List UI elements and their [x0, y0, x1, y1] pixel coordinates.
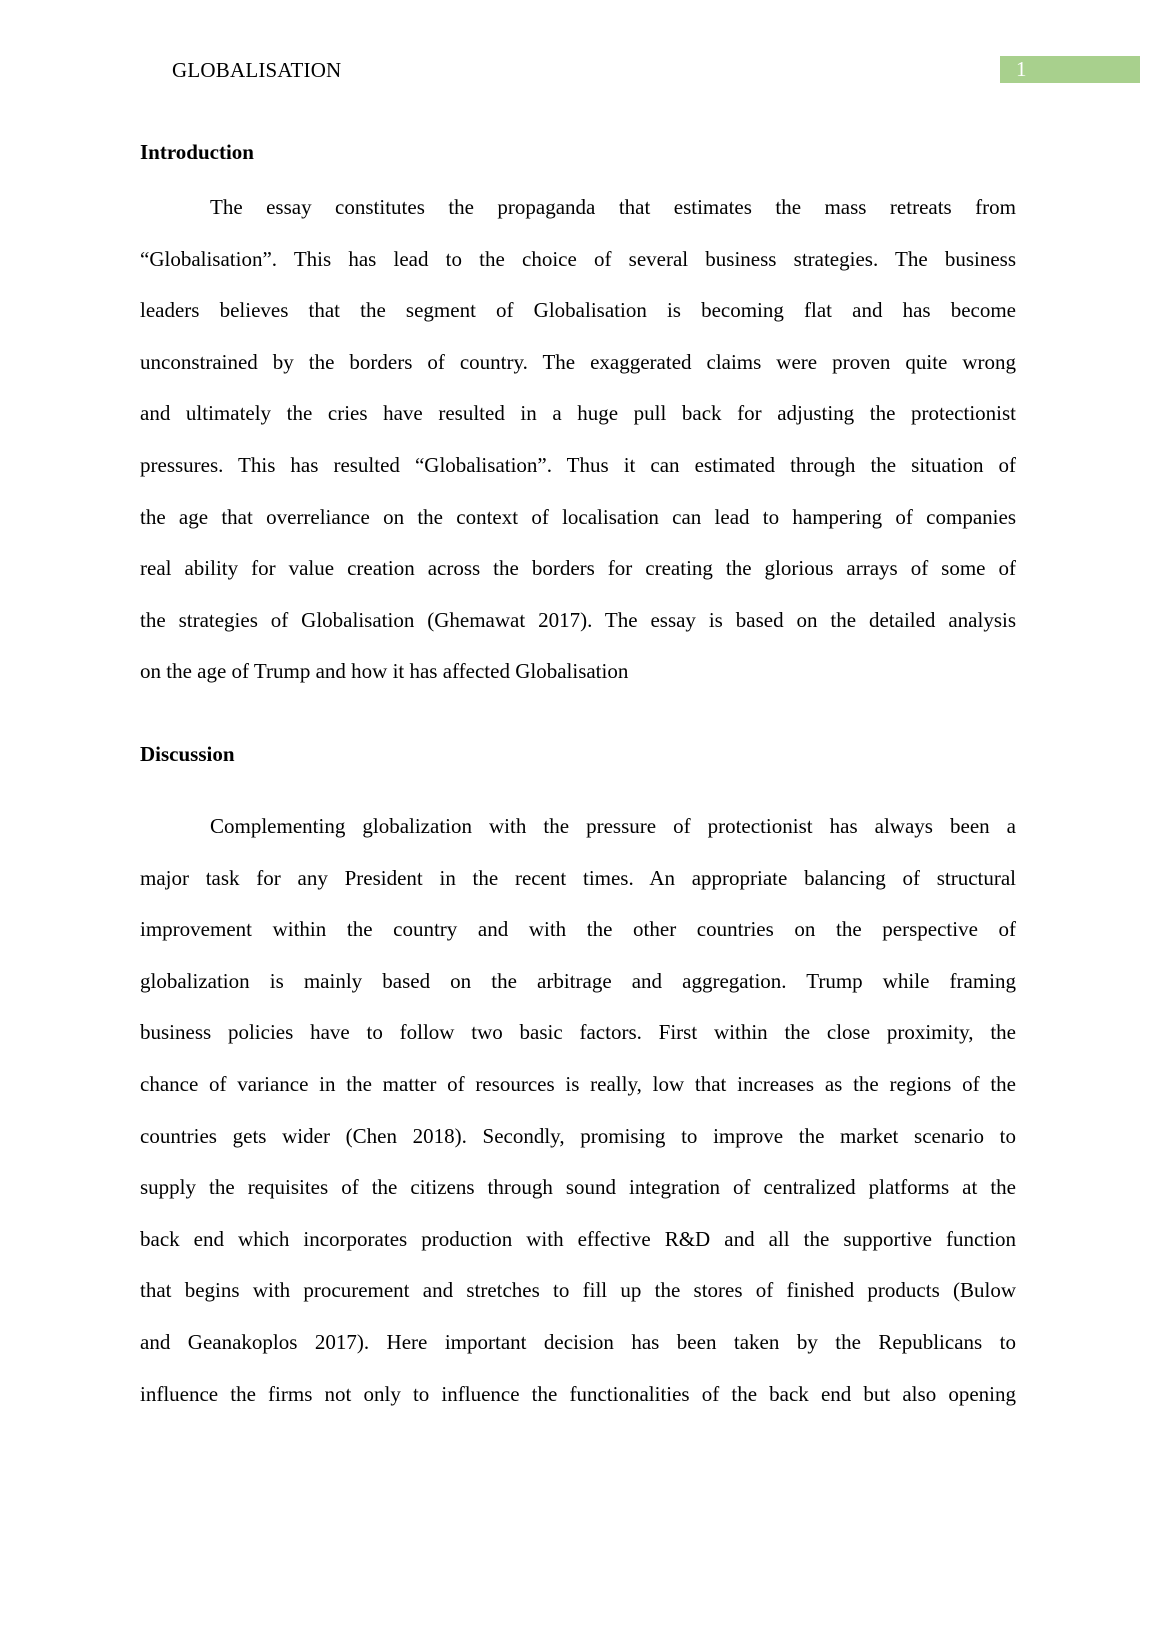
- text-line: that begins with procurement and stretches to fill up the stores of finished products (Bulow: [140, 1278, 1016, 1303]
- text-line: Complementing globalization with the pressure of protectionist has always been a: [210, 814, 1016, 838]
- text-line: back end which incorporates production with effective R&D and all the supportive function: [140, 1226, 1016, 1251]
- text-line: chance of variance in the matter of resources is really, low that increases as the regions of the: [140, 1072, 1016, 1096]
- text-line: the age that overreliance on the context of localisation can lead to hampering of companies: [140, 504, 1016, 529]
- text-line: unconstrained by the borders of country. The exaggerated claims were proven quite wrong: [140, 349, 1016, 374]
- running-header-title: GLOBALISATION: [172, 58, 342, 82]
- heading-introduction: Introduction: [140, 140, 254, 164]
- text-line: the strategies of Globalisation (Ghemawat 2017). The essay is based on the detailed analysis: [140, 607, 1016, 632]
- text-line: supply the requisites of the citizens through sound integration of centralized platforms at the: [140, 1175, 1016, 1200]
- text-line: “Globalisation”. This has lead to the choice of several business strategies. The business: [140, 246, 1016, 271]
- text-line: countries gets wider (Chen 2018). Secondly, promising to improve the market scenario to: [140, 1123, 1016, 1148]
- heading-discussion: Discussion: [140, 742, 235, 766]
- text-line: pressures. This has resulted “Globalisation”. Thus it can estimated through the situation of: [140, 453, 1016, 477]
- text-line: leaders believes that the segment of Globalisation is becoming flat and has become: [140, 298, 1016, 323]
- text-line: real ability for value creation across the borders for creating the glorious arrays of some of: [140, 556, 1016, 581]
- text-line: The essay constitutes the propaganda that estimates the mass retreats from: [210, 195, 1016, 219]
- text-line: globalization is mainly based on the arbitrage and aggregation. Trump while framing: [140, 968, 1016, 993]
- text-line: and ultimately the cries have resulted in a huge pull back for adjusting the protectionist: [140, 401, 1016, 426]
- text-line: improvement within the country and with the other countries on the perspective of: [140, 917, 1016, 942]
- text-line: and Geanakoplos 2017). Here important decision has been taken by the Republicans to: [140, 1330, 1016, 1354]
- text-line: major task for any President in the recent times. An appropriate balancing of structural: [140, 865, 1016, 890]
- text-line: on the age of Trump and how it has affected Globalisation: [140, 659, 629, 684]
- text-line: influence the firms not only to influence the functionalities of the back end but also opening: [140, 1381, 1016, 1406]
- page-number-badge: 1: [1000, 56, 1140, 83]
- text-line: business policies have to follow two basic factors. First within the close proximity, the: [140, 1020, 1016, 1045]
